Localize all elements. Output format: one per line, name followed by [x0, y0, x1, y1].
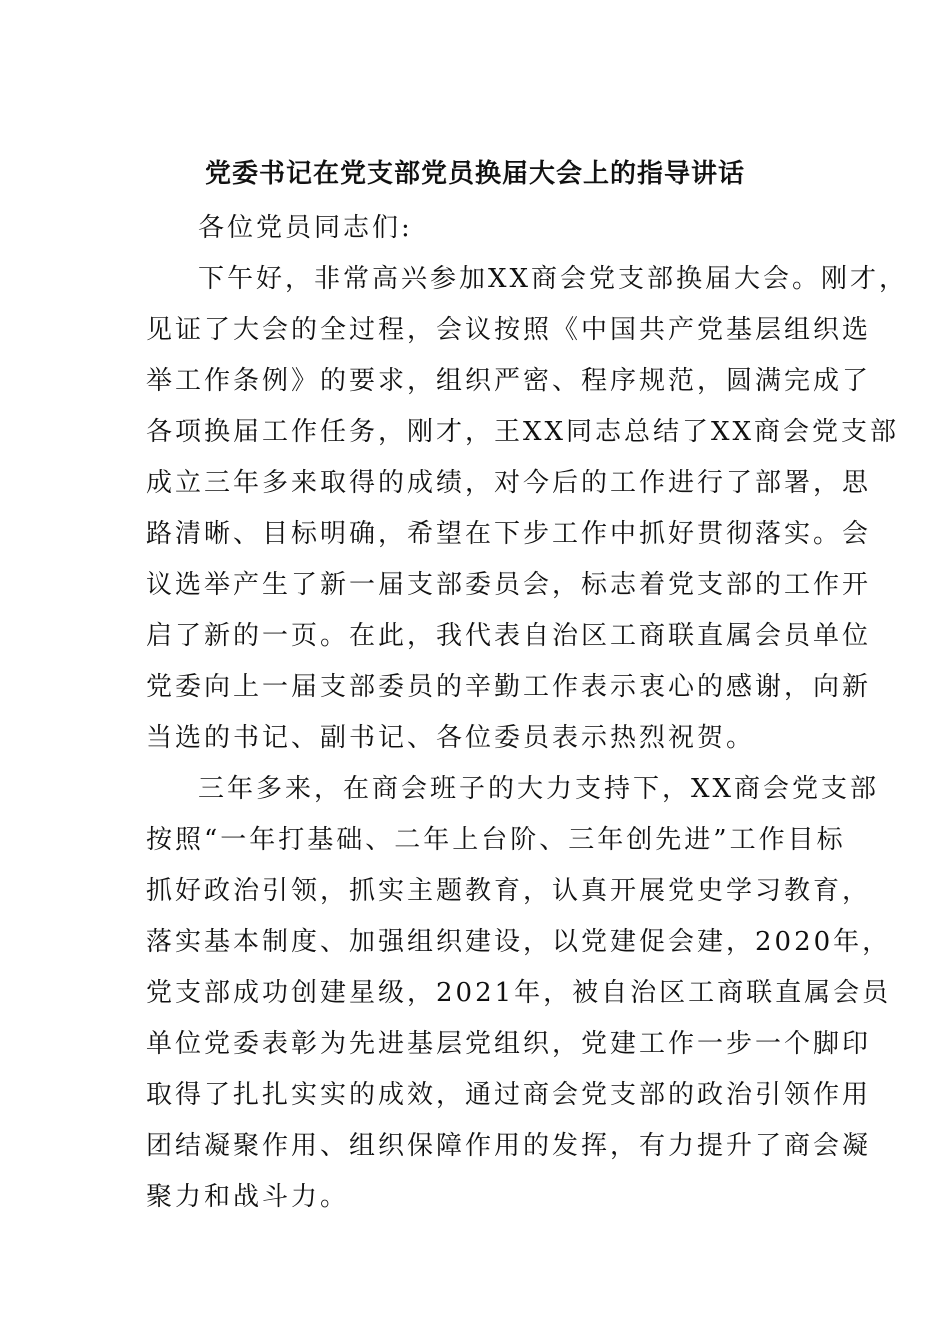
- paragraph-2-line: 取得了扎扎实实的成效，通过商会党支部的政治引领作用: [146, 1080, 872, 1110]
- paragraph-1-line: 党委向上一届支部委员的辛勤工作表示衷心的感谢，向新: [146, 672, 872, 702]
- document-title: 党委书记在党支部党员换届大会上的指导讲话: [204, 159, 745, 189]
- paragraph-1-line: 成立三年多来取得的成绩，对今后的工作进行了部署，思: [146, 468, 872, 498]
- paragraph-1-line: 举工作条例》的要求，组织严密、程序规范，圆满完成了: [146, 366, 872, 396]
- paragraph-1-line: 见证了大会的全过程，会议按照《中国共产党基层组织选: [146, 315, 872, 345]
- paragraph-2-line: 团结凝聚作用、组织保障作用的发挥，有力提升了商会凝: [146, 1131, 872, 1161]
- paragraph-2-line: 党支部成功创建星级，2021年，被自治区工商联直属会员: [146, 978, 892, 1008]
- paragraph-1-line: 各项换届工作任务，刚才，王XX同志总结了XX商会党支部: [146, 417, 900, 447]
- paragraph-2-line: 聚力和战斗力。: [146, 1182, 350, 1212]
- paragraph-1: [146, 254, 909, 764]
- paragraph-2-line: 三年多来，在商会班子的大力支持下，XX商会党支部: [198, 774, 880, 804]
- paragraph-2-line: 按照“一年打基础、二年上台阶、三年创先进”工作目标: [146, 825, 846, 855]
- paragraph-2-line: 单位党委表彰为先进基层党组织，党建工作一步一个脚印: [146, 1029, 872, 1059]
- paragraph-2-line: 抓好政治引领，抓实主题教育，认真开展党史学习教育，: [146, 876, 872, 906]
- paragraph-2-line: 落实基本制度、加强组织建设，以党建促会建，2020年，: [146, 927, 892, 957]
- paragraph-2: [146, 764, 892, 1223]
- paragraph-1-line: 下午好，非常高兴参加XX商会党支部换届大会。刚才，: [198, 264, 909, 294]
- document-body: [146, 203, 909, 1223]
- paragraph-1-line: 议选举产生了新一届支部委员会，标志着党支部的工作开: [146, 570, 872, 600]
- paragraph-1-line: 路清晰、目标明确，希望在下步工作中抓好贯彻落实。会: [146, 519, 872, 549]
- greeting: 各位党员同志们:: [198, 213, 413, 243]
- paragraph-1-line: 启了新的一页。在此，我代表自治区工商联直属会员单位: [146, 621, 872, 651]
- paragraph-1-line: 当选的书记、副书记、各位委员表示热烈祝贺。: [146, 723, 756, 753]
